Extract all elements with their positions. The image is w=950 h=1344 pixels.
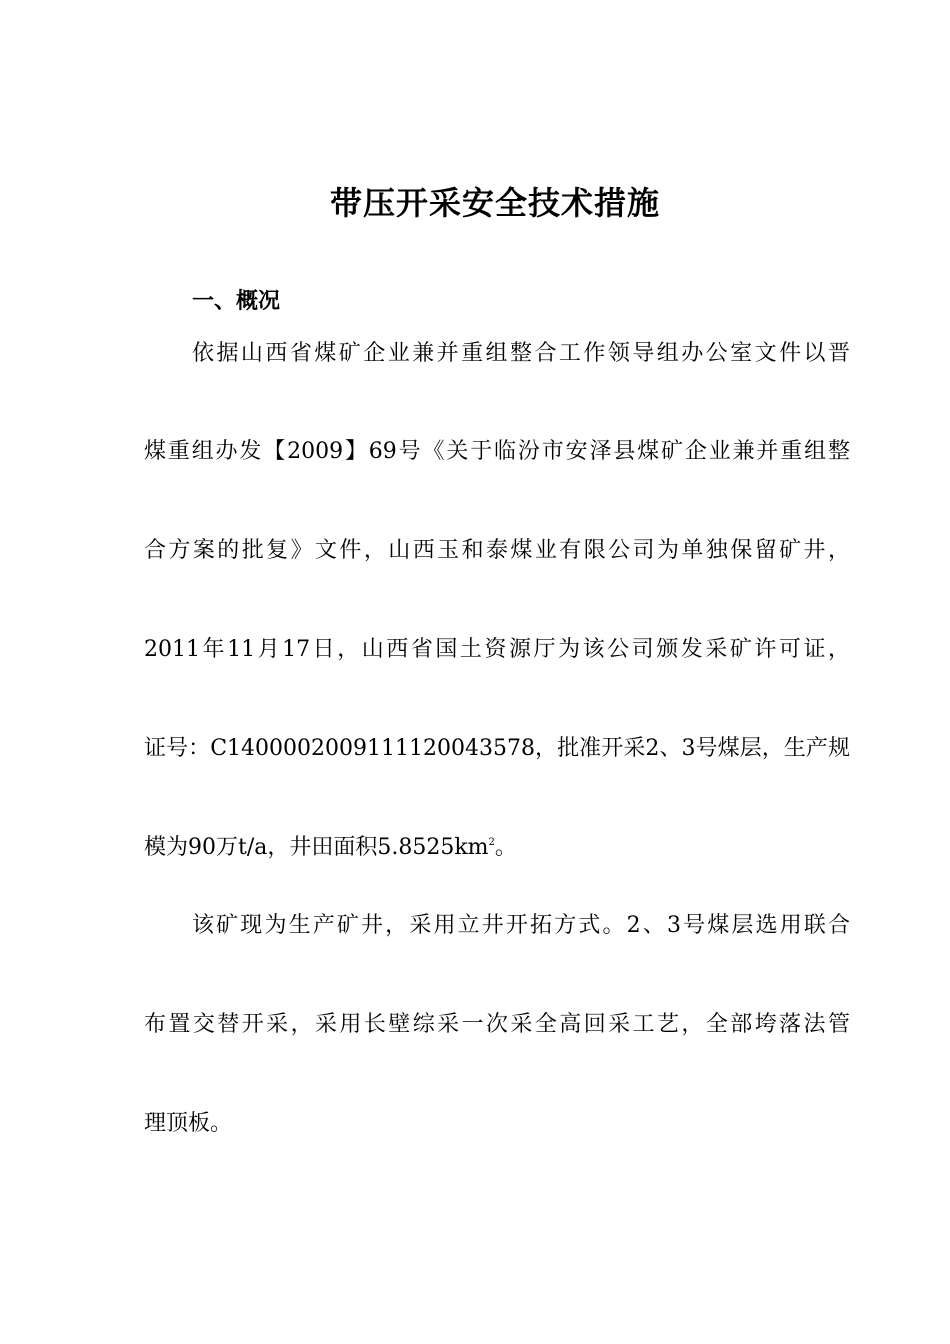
paragraph-text: 模为90万t/a，井田面积5.8525km [144, 835, 489, 860]
page-title: 带压开采安全技术措施 [329, 184, 660, 222]
paragraph-line: 合方案的批复》文件，山西玉和泰煤业有限公司为单独保留矿井， [144, 538, 850, 563]
section-heading-overview: 一、概况 [192, 289, 281, 314]
paragraph-line: 煤重组办发【2009】69号《关于临汾市安泽县煤矿企业兼并重组整 [144, 439, 850, 464]
paragraph-line: 该矿现为生产矿井，采用立井开拓方式。2、3号煤层选用联合 [192, 913, 850, 938]
superscript-square: 2 [488, 837, 495, 848]
paragraph-line-last [144, 833, 850, 863]
paragraph-line: 理顶板。 [144, 1111, 233, 1136]
paragraph-line: 证号：C1400002009111120043578，批准开采2、3号煤层，生产规 [144, 736, 850, 761]
paragraph-line: 布置交替开采，采用长壁综采一次采全高回采工艺，全部垮落法管 [144, 1012, 850, 1037]
paragraph-line: 依据山西省煤矿企业兼并重组整合工作领导组办公室文件以晋 [192, 341, 850, 366]
paragraph-line: 2011年11月17日，山西省国土资源厅为该公司颁发采矿许可证， [144, 637, 850, 662]
paragraph-text: 。 [494, 835, 517, 860]
